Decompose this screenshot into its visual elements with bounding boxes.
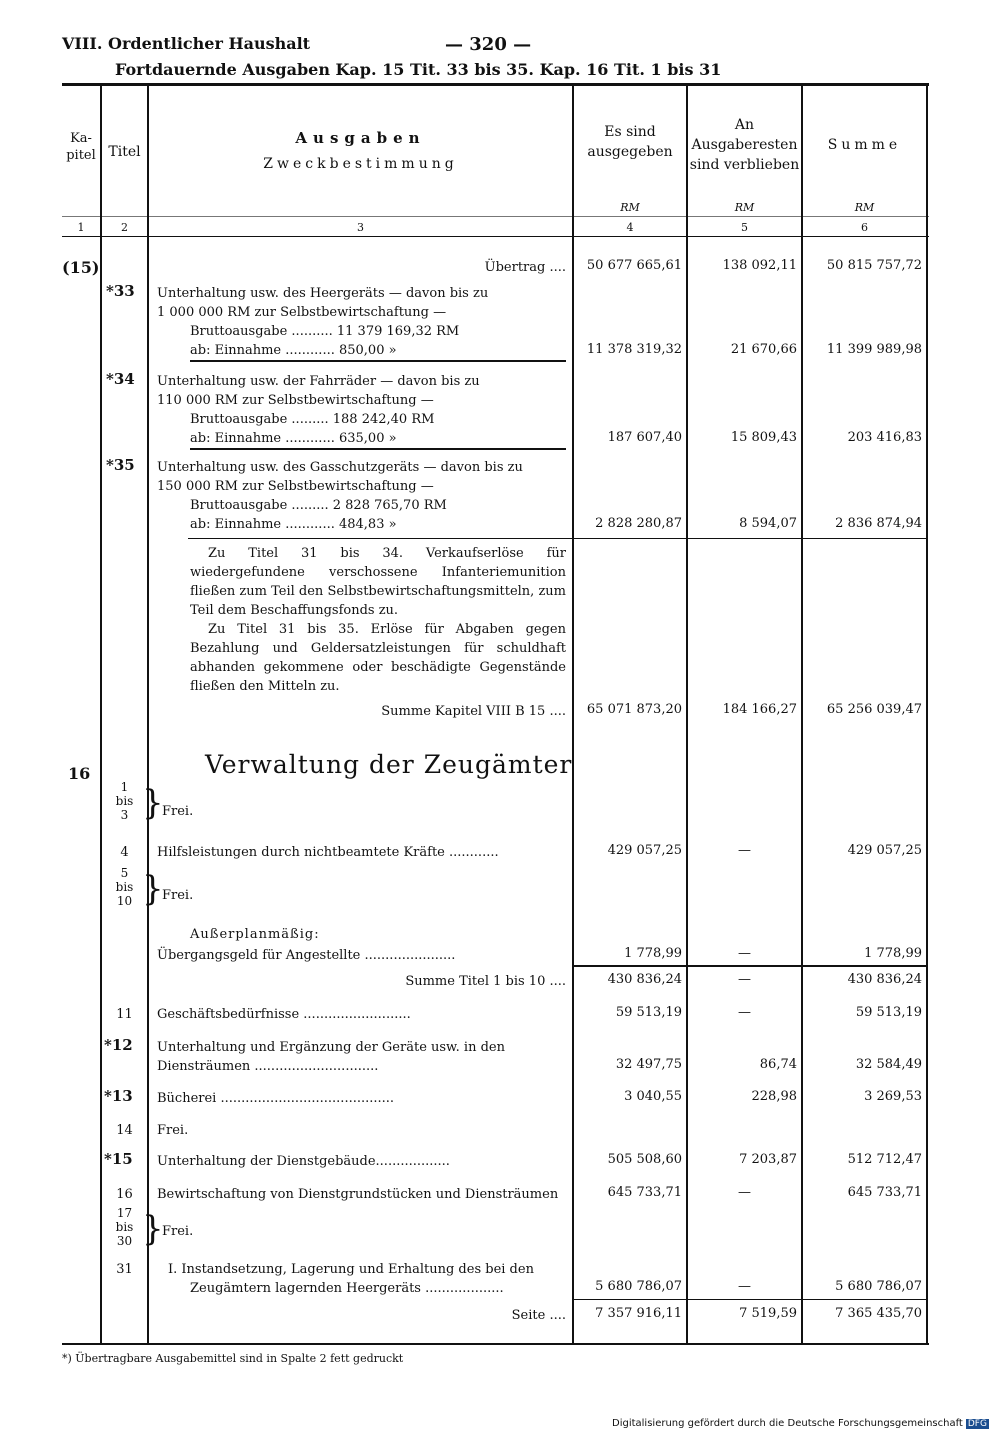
titel-13: *13: [104, 1087, 133, 1105]
t33-einnahme: ab: Einnahme ............ 850,00 »: [190, 343, 397, 358]
t35-brutto: Bruttoausgabe ......... 2 828 765,70 RM: [190, 498, 447, 513]
t12-col4: 32 497,75: [615, 1057, 682, 1072]
page-subtitle: Fortdauernde Ausgaben Kap. 15 Tit. 33 bis 35. Kap. 16 Tit. 1 bis 31: [115, 60, 722, 79]
t4-col5: —: [738, 843, 751, 858]
seite-col5: 7 519,59: [739, 1306, 797, 1321]
col-divider-1: [100, 86, 102, 1344]
col-summe: Summe: [827, 137, 902, 153]
t34-einnahme: ab: Einnahme ............ 635,00 »: [190, 431, 397, 446]
section-title: VIII. Ordentlicher Haushalt: [62, 34, 311, 53]
t31-col6: 5 680 786,07: [835, 1279, 922, 1294]
note-titel-31-34: Zu Titel 31 bis 34. Verkaufserlöse für wiedergefundene verschossene Infanteriemunition fließen zum Teil den Selbstbewirtschaftungsmitteln, zum Teil dem Beschaffungsfonds zu.: [190, 546, 566, 618]
unit-4: RM: [620, 201, 640, 214]
unit-5: RM: [734, 201, 755, 214]
t34-line2: 110 000 RM zur Selbstbewirtschaftung —: [157, 393, 434, 408]
titel-14: 14: [116, 1123, 133, 1138]
seite-rule: [574, 1299, 928, 1300]
t34-underline: [190, 448, 566, 450]
t34-brutto: Bruttoausgabe ......... 188 242,40 RM: [190, 412, 435, 427]
col-ausgegeben: Es sind ausgegeben: [587, 124, 673, 160]
summe-kapitel-label: Summe Kapitel VIII B 15 ....: [381, 704, 566, 719]
titel-33: *33: [106, 282, 135, 300]
uebergangsgeld-col4: 1 778,99: [624, 946, 682, 961]
unit-6: RM: [854, 201, 875, 214]
t16-col5: —: [738, 1185, 751, 1200]
colnum-3: 3: [357, 221, 364, 234]
t15-text: Unterhaltung der Dienstgebäude..................: [157, 1154, 450, 1169]
frei-17-30: Frei.: [162, 1224, 194, 1239]
t12-line1: Unterhaltung und Ergänzung der Geräte usw. in den: [157, 1040, 505, 1055]
uebergangsgeld-col5: —: [738, 946, 751, 961]
note-titel-31-35: Zu Titel 31 bis 35. Erlöse für Abgaben gegen Bezahlung und Geldersatzleistungen für schuldhaft abhanden gekommene oder beschädigte Gegenstände fließen den Mitteln zu.: [190, 622, 566, 694]
t12-col5: 86,74: [759, 1057, 797, 1072]
t33-col6: 11 399 989,98: [826, 342, 922, 357]
summe-kapitel-col4: 65 071 873,20: [586, 702, 682, 717]
section-heading-zeugaemter: Verwaltung der Zeugämter: [205, 750, 573, 779]
footnote: *) Übertragbare Ausgabemittel sind in Spalte 2 fett gedruckt: [62, 1352, 404, 1365]
t33-col5: 21 670,66: [730, 342, 797, 357]
col-zweck: Zweckbestimmung: [263, 156, 458, 172]
col-reste: An Ausgaberesten sind verblieben: [689, 117, 800, 173]
t11-col4: 59 513,19: [615, 1005, 682, 1020]
t12-col6: 32 584,49: [855, 1057, 922, 1072]
page-number: — 320 —: [445, 34, 532, 55]
t13-text: Bücherei ..........................................: [157, 1091, 395, 1106]
t35-col4: 2 828 280,87: [595, 516, 682, 531]
t31-col4: 5 680 786,07: [595, 1279, 682, 1294]
t16-text: Bewirtschaftung von Dienstgrundstücken und Diensträumen: [157, 1187, 559, 1202]
seite-col4: 7 357 916,11: [595, 1306, 682, 1321]
uebertrag-col5: 138 092,11: [722, 258, 797, 273]
sum110-rule: [574, 965, 928, 967]
t34-line1: Unterhaltung usw. der Fahrräder — davon bis zu: [157, 374, 480, 389]
uebertrag-col6: 50 815 757,72: [826, 258, 922, 273]
colnum-2: 2: [121, 221, 128, 234]
t33-line2: 1 000 000 RM zur Selbstbewirtschaftung —: [157, 305, 447, 320]
summe-titel-1-10-col4: 430 836,24: [607, 972, 682, 987]
colnum-1: 1: [77, 221, 85, 234]
table-top-rule: [62, 83, 929, 86]
t31-line1: I. Instandsetzung, Lagerung und Erhaltung des bei den: [168, 1262, 534, 1277]
titel-4: 4: [120, 845, 129, 860]
t33-brutto: Bruttoausgabe .......... 11 379 169,32 RM: [190, 324, 460, 339]
t4-col6: 429 057,25: [847, 843, 922, 858]
titel-11: 11: [116, 1007, 133, 1022]
t35-line2: 150 000 RM zur Selbstbewirtschaftung —: [157, 479, 434, 494]
brace-17-30: }: [142, 1209, 164, 1249]
kap15-notes-rule: [188, 538, 928, 539]
colnum-5: 5: [741, 221, 748, 234]
dfg-logo: DFG: [967, 1419, 987, 1429]
brace-5-10: }: [142, 869, 164, 909]
summe-kapitel-col5: 184 166,27: [722, 702, 797, 717]
t31-line2: Zeugämtern lagernden Heergeräts ...................: [190, 1281, 504, 1296]
titel-15: *15: [104, 1150, 133, 1168]
uebertrag-label: Übertrag ....: [484, 260, 566, 275]
uebergangsgeld-col6: 1 778,99: [864, 946, 922, 961]
t15-col5: 7 203,87: [739, 1152, 797, 1167]
t15-col6: 512 712,47: [847, 1152, 922, 1167]
col-kapitel: Ka- pitel: [66, 131, 96, 163]
t34-col6: 203 416,83: [847, 430, 922, 445]
seite-label: Seite ....: [511, 1308, 566, 1323]
kapitel-15: (15): [62, 258, 100, 277]
dfg-credit-text: Digitalisierung gefördert durch die Deutsche Forschungsgemeinschaft: [612, 1418, 963, 1429]
table-bottom-rule: [62, 1343, 929, 1345]
frei-14: Frei.: [157, 1123, 189, 1138]
t35-col6: 2 836 874,94: [835, 516, 922, 531]
t34-col5: 15 809,43: [730, 430, 797, 445]
t35-line1: Unterhaltung usw. des Gasschutzgeräts — davon bis zu: [157, 460, 523, 475]
t15-col4: 505 508,60: [607, 1152, 682, 1167]
t33-col4: 11 378 319,32: [586, 342, 682, 357]
uebergangsgeld-text: Übergangsgeld für Angestellte ......................: [157, 948, 456, 963]
ausserplanmaessig: Außerplanmäßig:: [190, 927, 320, 942]
seite-col6: 7 365 435,70: [835, 1306, 922, 1321]
uebertrag-col4: 50 677 665,61: [586, 258, 682, 273]
t31-col5: —: [738, 1279, 751, 1294]
t11-col6: 59 513,19: [855, 1005, 922, 1020]
t16-col6: 645 733,71: [847, 1185, 922, 1200]
titel-12: *12: [104, 1036, 133, 1054]
t35-einnahme: ab: Einnahme ............ 484,83 »: [190, 517, 397, 532]
t16-col4: 645 733,71: [607, 1185, 682, 1200]
col-divider-6: [926, 86, 928, 1344]
t11-col5: —: [738, 1005, 751, 1020]
t33-line1: Unterhaltung usw. des Heergeräts — davon bis zu: [157, 286, 489, 301]
t34-col4: 187 607,40: [607, 430, 682, 445]
t4-col4: 429 057,25: [607, 843, 682, 858]
colnum-6: 6: [861, 221, 868, 234]
summe-titel-1-10-col5: —: [738, 972, 751, 987]
titel-16: 16: [116, 1187, 133, 1202]
t12-line2: Diensträumen ..............................: [157, 1059, 379, 1074]
titel-31: 31: [116, 1262, 133, 1277]
t13-col4: 3 040,55: [624, 1089, 682, 1104]
t4-text: Hilfsleistungen durch nichtbeamtete Kräfte ............: [157, 845, 499, 860]
dfg-credit: [612, 1418, 989, 1429]
summe-titel-1-10-label: Summe Titel 1 bis 10 ....: [405, 974, 566, 989]
t13-col5: 228,98: [751, 1089, 797, 1104]
summe-kapitel-col6: 65 256 039,47: [826, 702, 922, 717]
t11-text: Geschäftsbedürfnisse ..........................: [157, 1007, 411, 1022]
col-ausgaben: Ausgaben: [295, 129, 426, 147]
titel-17-30: 17 bis 30: [115, 1206, 134, 1248]
col-divider-2: [147, 86, 149, 1344]
titel-34: *34: [106, 370, 135, 388]
kapitel-16: 16: [68, 764, 91, 783]
col-titel: Titel: [108, 144, 141, 160]
titel-1-3: 1 bis 3: [115, 780, 134, 822]
frei-5-10: Frei.: [162, 888, 194, 903]
titel-35: *35: [106, 456, 135, 474]
summe-titel-1-10-col6: 430 836,24: [847, 972, 922, 987]
frei-1-3: Frei.: [162, 804, 194, 819]
colnum-4: 4: [626, 221, 634, 234]
brace-1-3: }: [142, 783, 164, 823]
t33-underline: [190, 360, 566, 362]
t35-col5: 8 594,07: [739, 516, 797, 531]
titel-5-10: 5 bis 10: [115, 866, 134, 908]
t13-col6: 3 269,53: [864, 1089, 922, 1104]
